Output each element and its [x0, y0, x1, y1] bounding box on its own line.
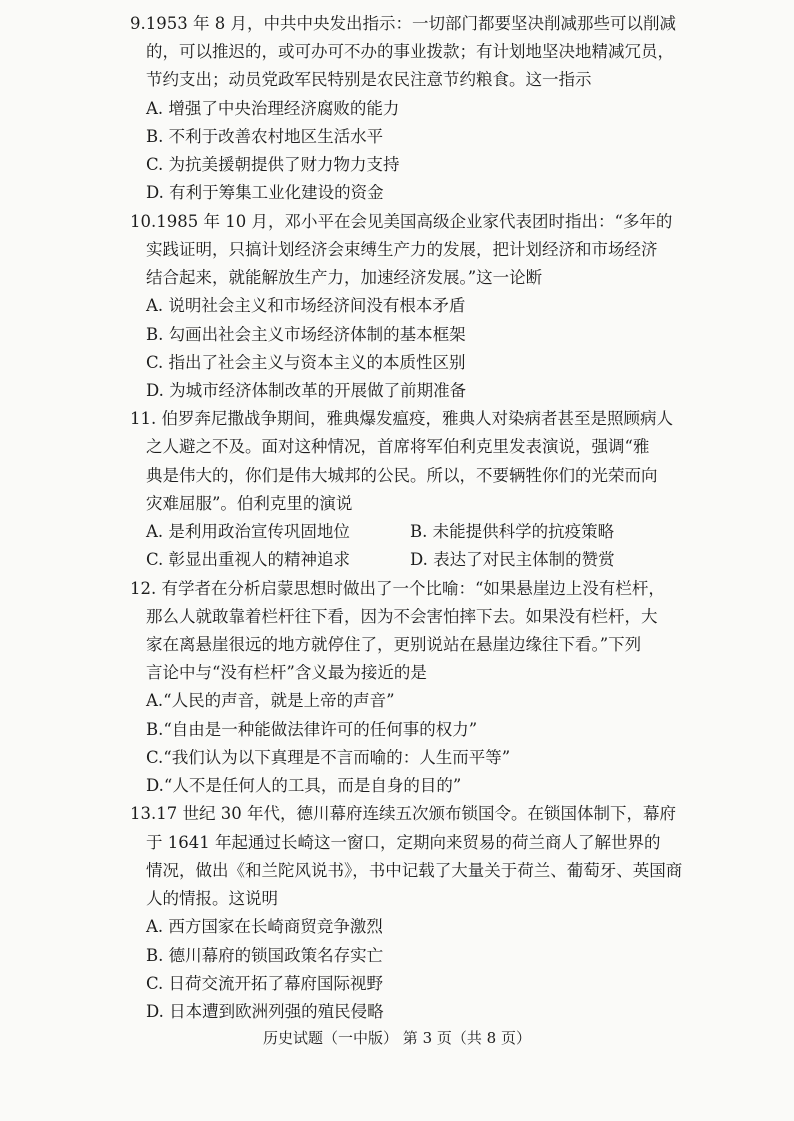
option-a: A. 说明社会主义和市场经济间没有根本矛盾 [146, 296, 466, 316]
question-stem-line: 典是伟大的，你们是伟大城邦的公民。所以，不要辆牲你们的光荣而向 [146, 465, 658, 485]
question-stem-line: 灾难屈服”。伯利克里的演说 [146, 493, 353, 513]
option-d: D. 有利于筹集工业化建设的资金 [146, 183, 384, 203]
question-stem-line: 12. 有学者在分析启蒙思想时做出了一个比喻：“如果悬崖边上没有栏杆， [130, 578, 665, 598]
question-stem-line: 9.1953 年 8 月，中共中央发出指示：一切部门都要坚决削减那些可以削减 [130, 14, 676, 33]
question-stem-line: 节约支出；动员党政军民特别是农民注意节约粮食。这一指示 [146, 70, 592, 90]
question-stem-line: 那么人就敢靠着栏杆往下看，因为不会害怕摔下去。如果没有栏杆，大 [146, 606, 658, 626]
option-d: D. 日本遭到欧洲列强的殖民侵略 [146, 1002, 384, 1021]
option-c: C. 日荷交流开拓了幕府国际视野 [146, 973, 384, 993]
question-stem-line: 之人避之不及。面对这种情况，首席将军伯利克里发表演说，强调“雅 [146, 437, 650, 457]
question-stem-line: 于 1641 年起通过长崎这一窗口，定期向来贸易的荷兰商人了解世界的 [146, 832, 661, 852]
option-b: B. 德川幕府的锁国政策名存实亡 [146, 945, 384, 965]
option-a: A. 是利用政治宣传巩固地位 [146, 522, 350, 542]
question-stem-line: 的，可以推迟的，或可办可不办的事业拨款；有计划地坚决地精减冗员， [146, 42, 674, 62]
option-d: D. 为城市经济体制改革的开展做了前期准备 [146, 380, 467, 400]
option-b: B. 不利于改善农村地区生活水平 [146, 126, 384, 146]
option-d: D.“人不是任何人的工具，而是自身的目的” [146, 776, 462, 796]
page-footer: 历史试题（一中版） 第 3 页（共 8 页） [263, 1029, 531, 1047]
option-b: B. 未能提供科学的抗疫策略 [410, 522, 615, 542]
option-c: C.“我们认为以下真理是不言而喻的：人生而平等” [146, 747, 511, 767]
option-c: C. 彰显出重视人的精神追求 [146, 550, 351, 570]
question-stem-line: 13.17 世纪 30 年代，德川幕府连续五次颁布锁国令。在锁国体制下，幕府 [130, 804, 676, 824]
option-a: A. 西方国家在长崎商贸竞争激烈 [146, 917, 383, 937]
option-a: A. 增强了中央治理经济腐败的能力 [146, 98, 400, 118]
question-stem-line: 结合起来，就能解放生产力，加速经济发展。”这一论断 [146, 268, 543, 288]
question-stem-line: 言论中与“没有栏杆”含义最为接近的是 [146, 663, 427, 683]
option-c: C. 为抗美援朝提供了财力物力支持 [146, 155, 400, 175]
option-c: C. 指出了社会主义与资本主义的本质性区别 [146, 352, 466, 372]
option-b: B. 勾画出社会主义市场经济体制的基本框架 [146, 324, 466, 344]
option-d: D. 表达了对民主体制的赞赏 [410, 550, 615, 570]
question-stem-line: 家在离悬崖很远的地方就停住了，更别说站在悬崖边缘往下看。”下列 [146, 635, 642, 655]
question-stem-line: 人的情报。这说明 [146, 889, 278, 909]
option-a: A.“人民的声音，就是上帝的声音” [146, 691, 395, 711]
question-stem-line: 11. 伯罗奔尼撒战争期间，雅典爆发瘟疫，雅典人对染病者甚至是照顾病人 [130, 409, 673, 429]
option-b: B.“自由是一种能做法律许可的任何事的权力” [146, 719, 478, 739]
question-stem-line: 10.1985 年 10 月，邓小平在会见美国高级企业家代表团时指出：“多年的 [130, 211, 673, 231]
question-stem-line: 情况，做出《和兰陀风说书》，书中记载了大量关于荷兰、葡萄牙、英国商 [146, 860, 683, 880]
question-stem-line: 实践证明，只搞计划经济会束缚生产力的发展，把计划经济和市场经济 [146, 239, 658, 259]
